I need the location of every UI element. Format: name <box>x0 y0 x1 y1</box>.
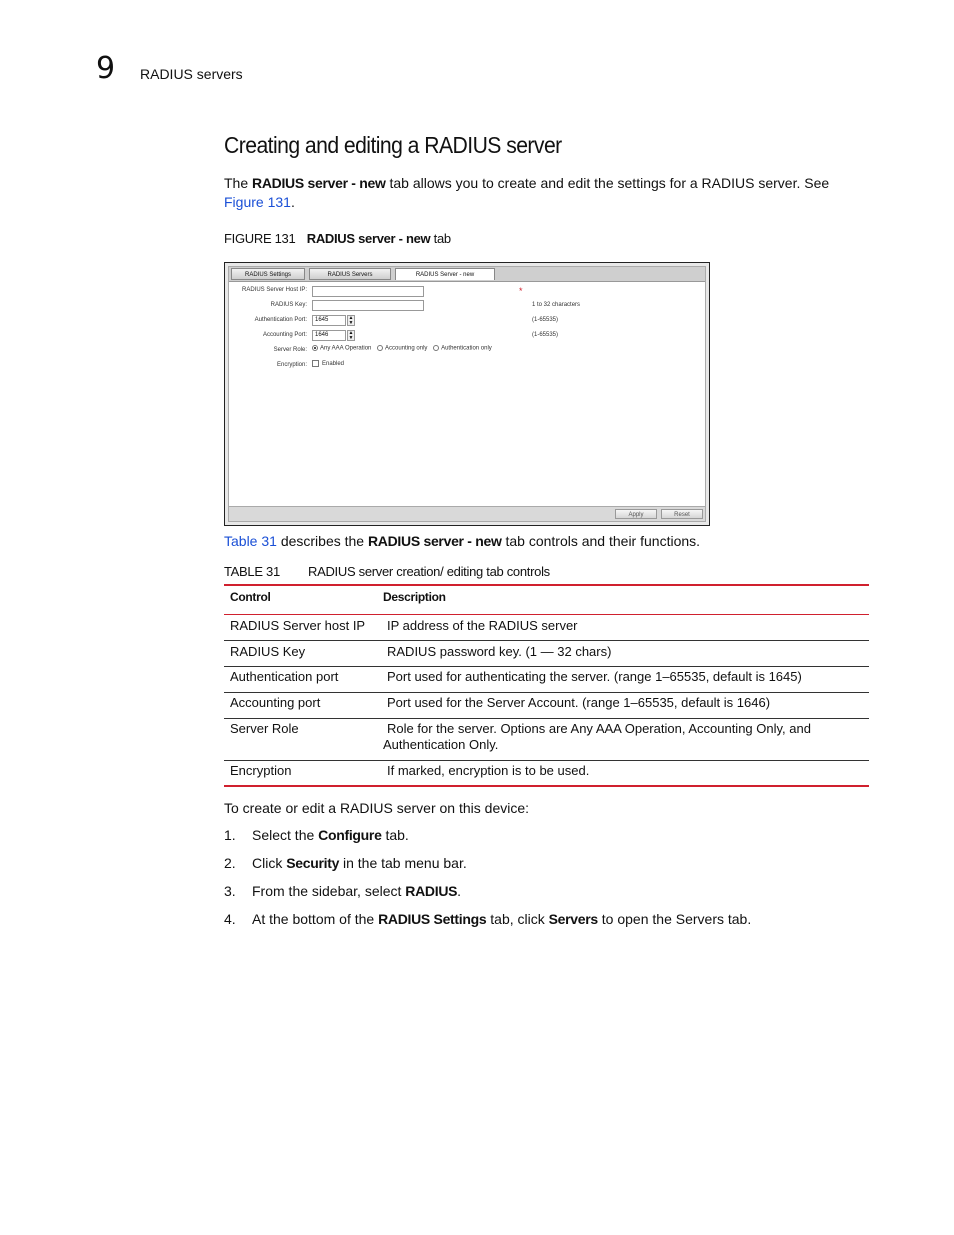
figure-button-bar <box>229 506 705 521</box>
procedure-intro: To create or edit a RADIUS server on this device: <box>224 800 530 816</box>
table-cell-control: Accounting port <box>230 695 321 710</box>
table-reference <box>224 532 864 551</box>
figure-caption <box>224 231 451 246</box>
intro-tab-name: RADIUS server - new <box>252 175 386 191</box>
key-label: RADIUS Key: <box>270 302 307 308</box>
row-divider <box>224 640 869 641</box>
step-text <box>252 883 461 899</box>
table-cell-control: Encryption <box>230 763 292 778</box>
auth-port-hint: (1-65535) <box>532 317 559 323</box>
host-ip-label: RADIUS Server Host IP: <box>241 287 307 293</box>
role-option-accounting: Accounting only <box>385 345 428 352</box>
table-cell-control: Server Role <box>230 721 299 736</box>
radio-authentication-only[interactable] <box>433 345 439 351</box>
step-number: 3. <box>224 883 236 899</box>
encryption-label: Encryption: <box>276 362 307 368</box>
table-cell-control: RADIUS Server host IP <box>230 618 366 633</box>
step-bold: RADIUS <box>405 883 458 899</box>
figure-panel <box>228 266 706 522</box>
row-divider <box>224 666 869 667</box>
step-post: to open the Servers tab. <box>597 911 752 927</box>
table-cell-description: RADIUS password key. (1 — 32 chars) <box>387 644 612 659</box>
acct-port-hint: (1-65535) <box>532 332 559 338</box>
step-text <box>252 855 467 871</box>
reset-button[interactable]: Reset <box>661 509 703 519</box>
step-number: 2. <box>224 855 236 871</box>
step-post: tab. <box>381 827 409 843</box>
role-option-any-aaa: Any AAA Operation <box>320 345 372 352</box>
figure-link[interactable]: Figure 131 <box>224 194 291 210</box>
radio-any-aaa[interactable] <box>312 345 318 351</box>
step-pre: Select the <box>252 827 319 843</box>
host-ip-input[interactable] <box>312 286 424 297</box>
row-divider <box>224 760 869 761</box>
step-pre: At the bottom of the <box>252 911 379 927</box>
table-ref-pre: describes the <box>276 533 368 549</box>
key-hint: 1 to 32 characters <box>532 302 581 308</box>
tab-radius-servers[interactable]: RADIUS Servers <box>309 268 391 280</box>
role-options <box>312 345 492 352</box>
chapter-number: 9 <box>96 51 116 86</box>
tab-radius-server-new[interactable]: RADIUS Server - new <box>395 268 495 280</box>
step-number: 1. <box>224 827 236 843</box>
table-cell-description-cont: Authentication Only. <box>383 737 499 752</box>
intro-paragraph <box>224 174 864 212</box>
table-cell-description: IP address of the RADIUS server <box>387 618 578 633</box>
tab-radius-settings[interactable]: RADIUS Settings <box>231 268 305 280</box>
step-bold: RADIUS Settings <box>378 911 487 927</box>
table-top-rule <box>224 584 869 586</box>
step-text <box>252 827 409 843</box>
figure-tab-bar <box>229 267 705 282</box>
step-text <box>252 911 751 927</box>
encryption-checkbox[interactable] <box>312 360 319 367</box>
row-divider <box>224 692 869 693</box>
acct-port-stepper[interactable]: ▲ ▼ <box>348 330 354 341</box>
figure-caption-bold: RADIUS server - new <box>306 231 431 246</box>
auth-port-input[interactable]: 1645 <box>312 315 346 326</box>
figure-caption-tail: tab <box>433 231 451 246</box>
apply-button[interactable]: Apply <box>615 509 657 519</box>
section-heading: Creating and editing a RADIUS server <box>224 132 562 158</box>
table-caption-number: TABLE 31 <box>224 564 280 579</box>
table-cell-control: Authentication port <box>230 669 339 684</box>
chapter-title: RADIUS servers <box>140 66 243 82</box>
table-cell-description: Port used for the Server Account. (range 1–65535, default is 1646) <box>387 695 771 710</box>
step-bold-2: Servers <box>548 911 598 927</box>
encryption-option <box>312 360 344 367</box>
row-divider <box>224 718 869 719</box>
acct-port-input[interactable]: 1646 <box>312 330 346 341</box>
table-cell-description: If marked, encryption is to be used. <box>387 763 590 778</box>
step-bold: Configure <box>318 827 382 843</box>
step-post: . <box>457 883 462 899</box>
table-cell-description: Port used for authenticating the server. (range 1–65535, default is 1645) <box>387 669 802 684</box>
radio-accounting-only[interactable] <box>377 345 383 351</box>
table-cell-control: RADIUS Key <box>230 644 306 659</box>
role-option-authentication: Authentication only <box>441 345 492 352</box>
key-input[interactable] <box>312 300 424 311</box>
table-link[interactable]: Table 31 <box>224 533 277 549</box>
figure-screenshot <box>224 262 710 526</box>
step-pre: Click <box>252 855 287 871</box>
table-header-description: Description <box>383 590 446 604</box>
step-post: in the tab menu bar. <box>339 855 467 871</box>
step-mid: tab, click <box>486 911 549 927</box>
role-label: Server Role: <box>273 347 307 353</box>
table-header-rule <box>224 614 869 615</box>
encryption-option-label: Enabled <box>322 361 345 368</box>
step-number: 4. <box>224 911 236 927</box>
table-ref-bold: RADIUS server - new <box>368 533 502 549</box>
table-header-control: Control <box>230 590 271 604</box>
auth-port-stepper[interactable]: ▲ ▼ <box>348 315 354 326</box>
acct-port-label: Accounting Port: <box>262 332 307 338</box>
table-bottom-rule <box>224 785 869 787</box>
intro-text-post: . <box>290 194 295 210</box>
intro-text-mid: tab allows you to create and edit the settings for a RADIUS server. See <box>385 175 830 191</box>
table-cell-description: Role for the server. Options are Any AAA Operation, Accounting Only, and <box>387 721 811 736</box>
table-ref-post: tab controls and their functions. <box>501 533 701 549</box>
figure-caption-number: FIGURE 131 <box>224 231 296 246</box>
table-caption-title: RADIUS server creation/ editing tab controls <box>308 564 550 579</box>
intro-text-pre: The <box>224 175 253 191</box>
required-mark: * <box>519 286 523 296</box>
step-bold: Security <box>286 855 340 871</box>
auth-port-label: Authentication Port: <box>254 317 307 323</box>
step-pre: From the sidebar, select <box>252 883 406 899</box>
